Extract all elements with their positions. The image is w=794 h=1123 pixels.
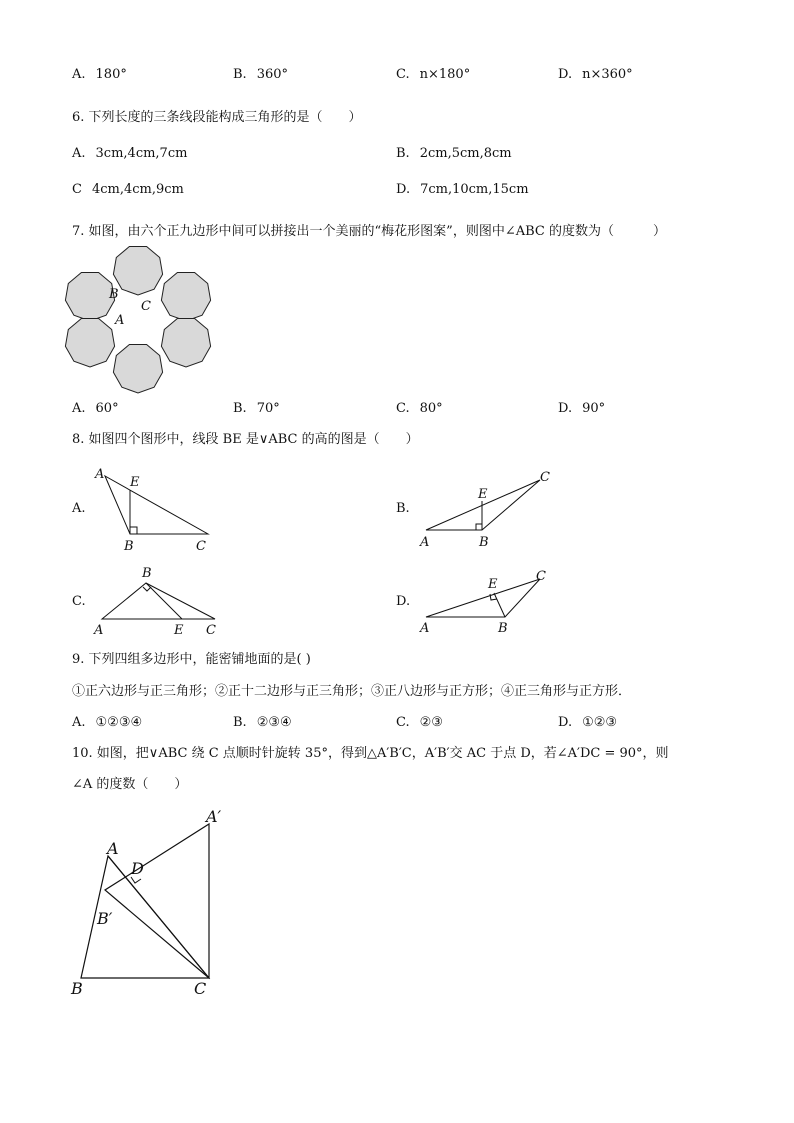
q7-option-a: A. 60° [72, 401, 119, 416]
q8d-label-e: E [488, 577, 498, 592]
q10-stem-line2: ∠A 的度数（ ） [72, 777, 188, 792]
q8d-label-a: A [420, 621, 430, 636]
nonagon-5 [161, 319, 210, 368]
q6-option-b: B. 2cm,5cm,8cm [396, 146, 512, 161]
q5-option-c: C. n×180° [396, 67, 471, 82]
q10-label-a-prime: A′ [206, 807, 222, 826]
q8-figure-d [410, 562, 560, 642]
q10-label-b-prime: B′ [97, 909, 113, 928]
q7-option-c: C. 80° [396, 401, 443, 416]
rotation-triangle-figure [60, 800, 240, 1000]
q7-option-d: D. 90° [558, 401, 606, 416]
q10-label-c: C [194, 979, 207, 998]
q7-option-b: B. 70° [233, 401, 280, 416]
q8-figure-b [410, 460, 560, 555]
q10-label-d: D [131, 859, 144, 878]
q7-label-a: A [115, 313, 125, 328]
q9-option-c: C. ②③ [396, 715, 443, 730]
q7-stem: 7. 如图，由六个正九边形中间可以拼接出一个美丽的“梅花形图案”，则图中∠ABC 的度数为（ ） [72, 224, 666, 239]
q8-figure-a [90, 460, 220, 555]
q8-stem: 8. 如图四个图形中，线段 BE 是∨ABC 的高的图是（ ） [72, 432, 419, 447]
nonagon-4 [65, 319, 114, 368]
q8-figure-c [90, 562, 230, 642]
q5-option-a: A. 180° [72, 67, 127, 82]
q10-stem-line1: 10. 如图，把∨ABC 绕 C 点顺时针旋转 35°，得到△A′B′C，A′B′交 AC 于点 D，若∠A′DC = 90°，则 [72, 746, 669, 761]
nonagon-6 [113, 345, 162, 394]
q8c-label-a: A [94, 623, 104, 638]
q8-option-c-label: C. [72, 594, 86, 609]
q6-option-a: A. 3cm,4cm,7cm [72, 146, 188, 161]
q9-option-b: B. ②③④ [233, 715, 292, 730]
q8b-label-e: E [478, 487, 488, 502]
nonagon-3 [161, 273, 210, 322]
nonagon-1 [113, 247, 162, 296]
q8c-label-c: C [206, 623, 216, 638]
q8d-label-c: C [536, 569, 546, 584]
q9-option-a: A. ①②③④ [72, 715, 143, 730]
q9-stem: 9. 下列四组多边形中，能密铺地面的是( ) [72, 652, 311, 667]
q8-option-d-label: D. [396, 594, 411, 609]
nonagon-2 [65, 273, 114, 322]
q9-option-d: D. ①②③ [558, 715, 618, 730]
q8c-label-b: B [142, 566, 152, 581]
q8b-label-b: B [479, 535, 489, 550]
q7-label-b: B [109, 287, 119, 302]
q5-option-b: B. 360° [233, 67, 289, 82]
q8-option-a-label: A. [72, 501, 86, 516]
q8b-label-c: C [540, 470, 550, 485]
q6-option-c: C 4cm,4cm,9cm [72, 182, 184, 197]
q8-option-b-label: B. [396, 501, 410, 516]
q8a-label-a: A [95, 467, 105, 482]
q10-label-a: A [107, 839, 119, 858]
q8a-label-c: C [196, 539, 206, 554]
q9-items: ①正六边形与正三角形；②正十二边形与正三角形；③正八边形与正方形；④正三角形与正方形． [72, 684, 632, 699]
q10-label-b: B [71, 979, 83, 998]
q5-option-d: D. n×360° [558, 67, 633, 82]
q6-stem: 6. 下列长度的三条线段能构成三角形的是（ ） [72, 110, 362, 125]
q8d-label-b: B [498, 621, 508, 636]
q8c-label-e: E [174, 623, 184, 638]
q8b-label-a: A [420, 535, 430, 550]
plum-blossom-nonagon-figure [60, 240, 220, 400]
q8a-label-e: E [130, 475, 140, 490]
q7-label-c: C [141, 299, 151, 314]
q8a-label-b: B [124, 539, 134, 554]
q6-option-d: D. 7cm,10cm,15cm [396, 182, 529, 197]
